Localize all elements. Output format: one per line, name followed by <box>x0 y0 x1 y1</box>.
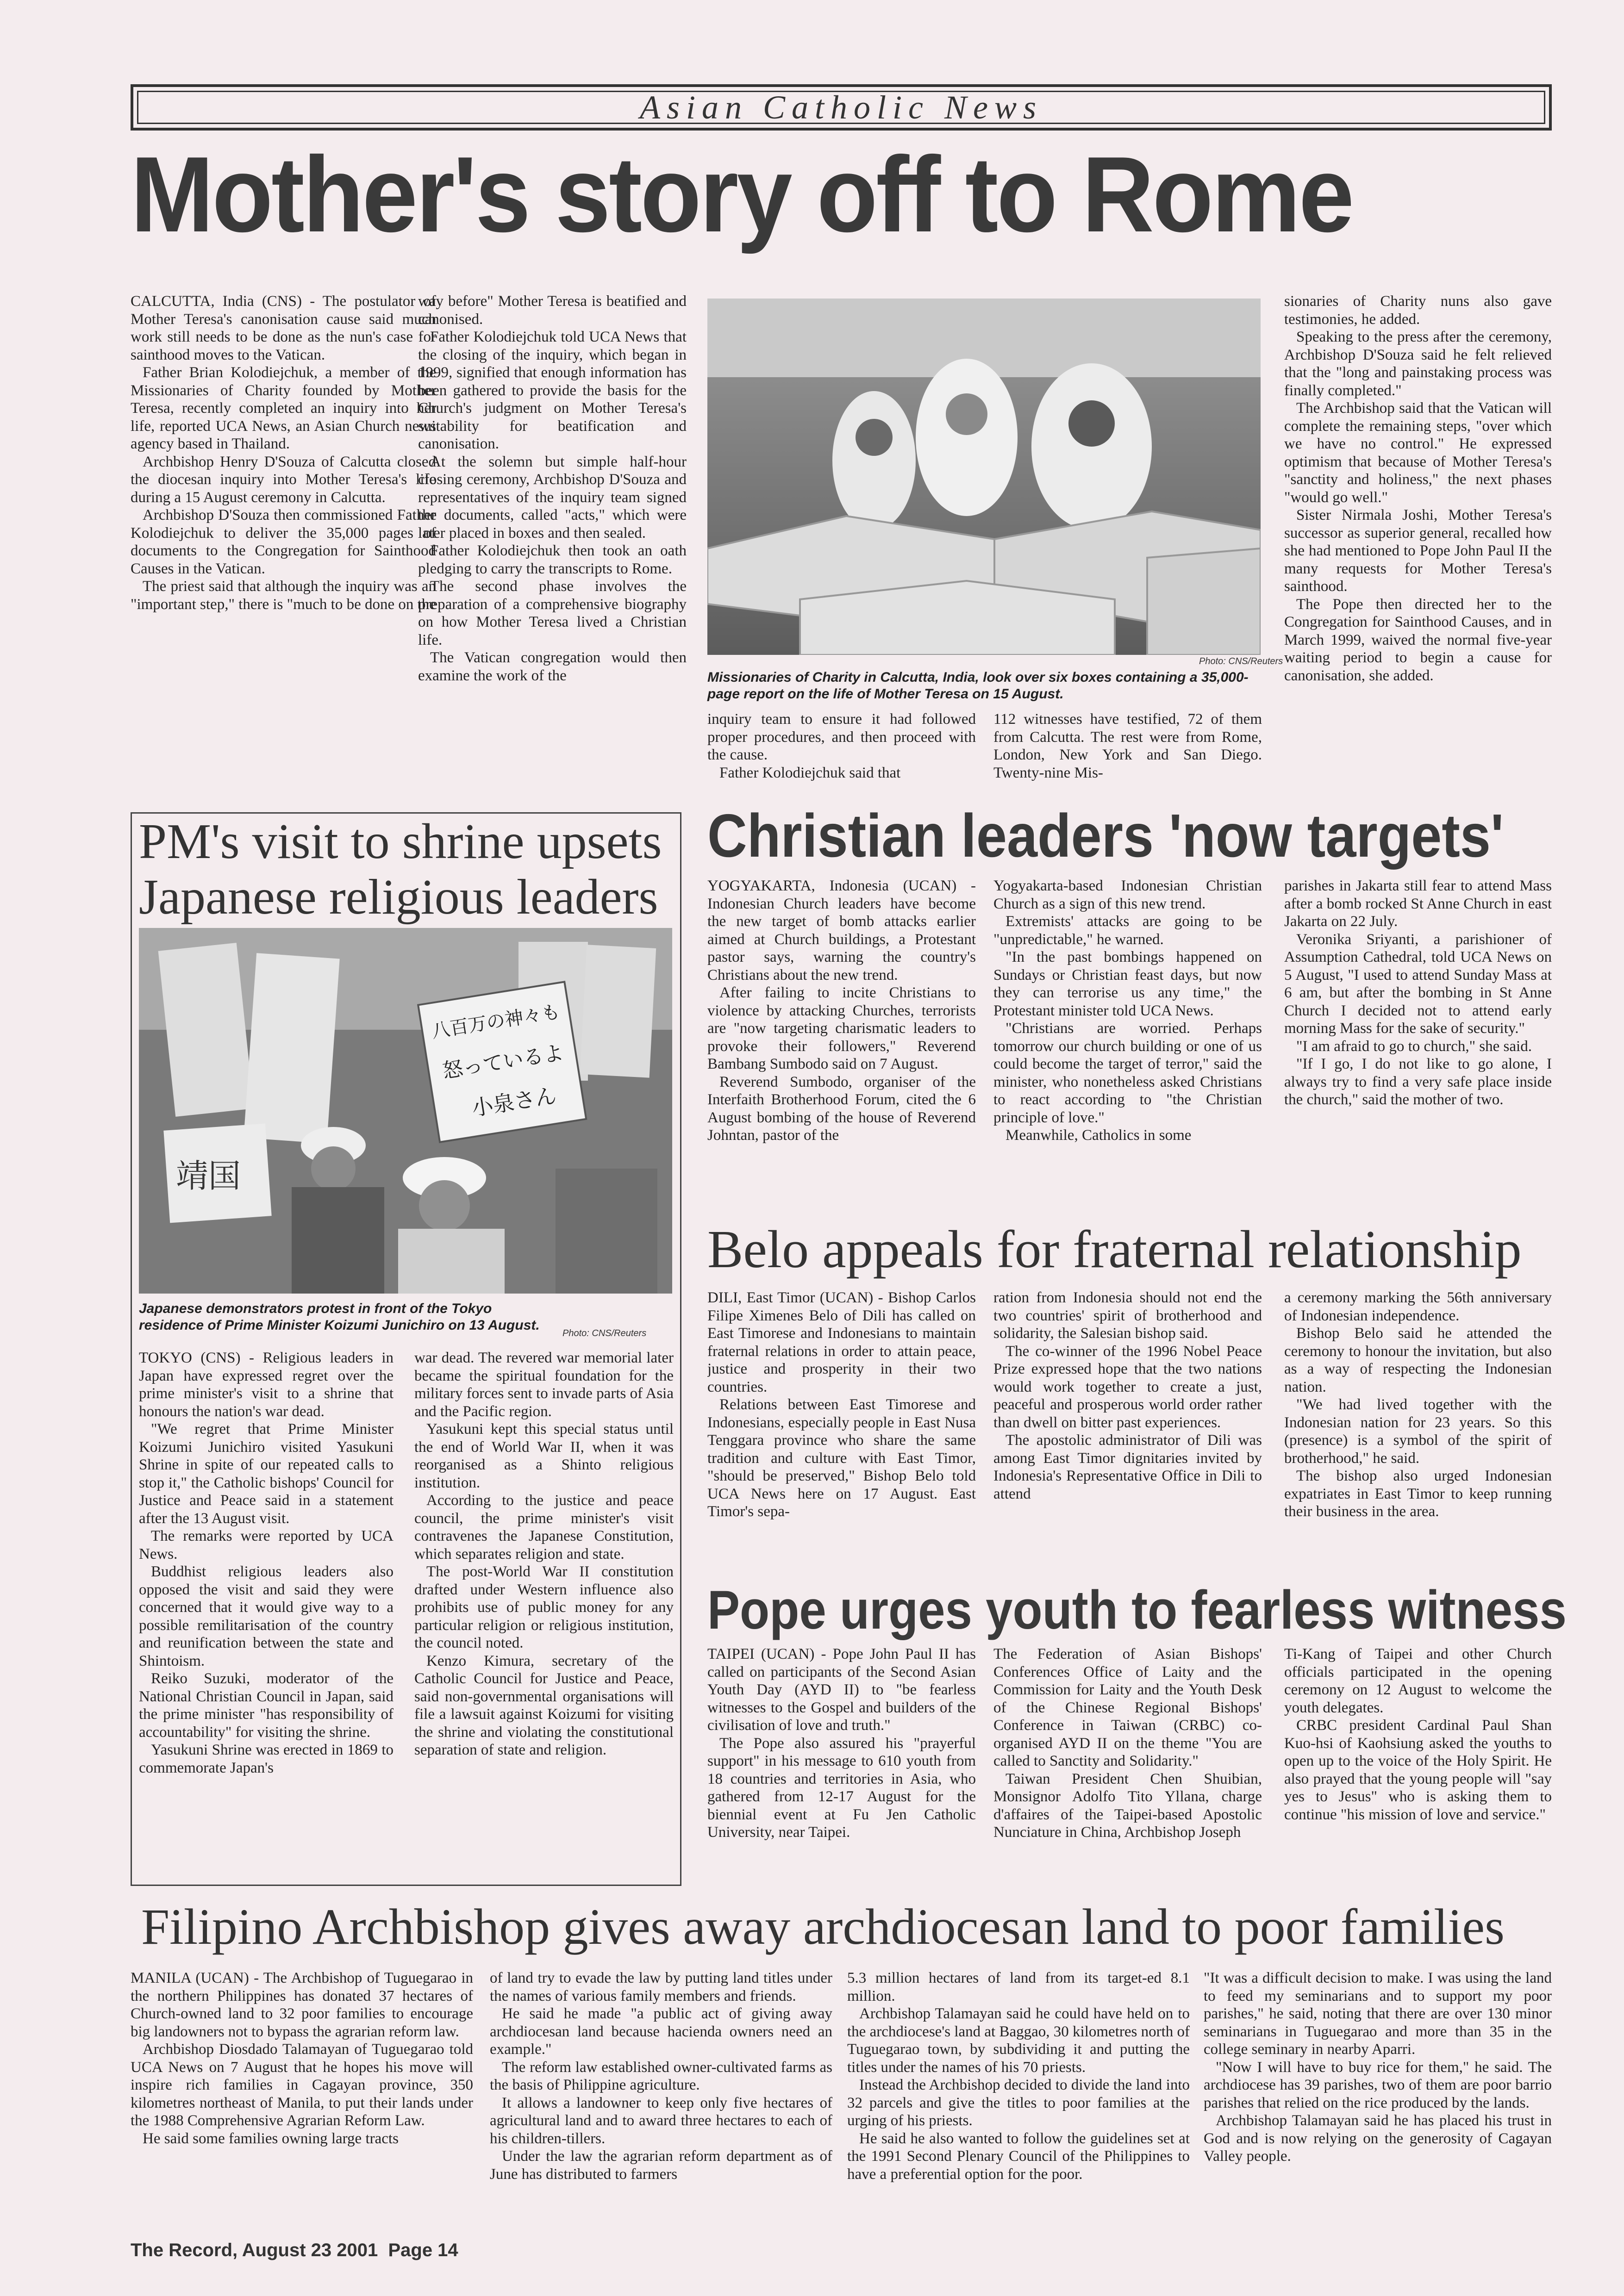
paragraph: war dead. The revered war memorial later became the spiritual foundation for the military forces sent to invade parts of Asia and the Pacific region. <box>414 1350 674 1420</box>
pm-photo-credit: Photo: CNS/Reuters <box>562 1328 647 1338</box>
paragraph: Bishop Belo said he attended the ceremony to honour the invitation, but also as a way of respecting the Indonesian nation. <box>1284 1325 1552 1395</box>
paragraph: Yogyakarta-based Indonesian Christian Church as a sign of this new trend. <box>993 877 1262 912</box>
paragraph: After failing to incite Christians to violence by attacking Churches, terrorists are "now targeting charismatic leaders to provoke their followers," Reverend Bambang Sumbodo said on 7 August. <box>707 984 976 1072</box>
missionaries-photo-image <box>707 299 1261 655</box>
protest-sign-text-2: 怒っているよ <box>441 1040 566 1083</box>
paragraph: The Pope also assured his "prayerful support" in his message to 610 youth from 18 countries and territories in Asia, who gathered from 12-17 August for the biennial event at Fu Jen Catholic University, near Taipei. <box>707 1735 976 1841</box>
paragraph: "It was a difficult decision to make. I was using the land to feed my seminarians and to support my poor parishes," he said, noting that there are over 130 minor seminarians in Tuguegarao and more than 35 in the college seminary in nearby Aparri. <box>1204 1970 1552 2058</box>
pm-headline-line-2: Japanese religious leaders <box>139 870 658 925</box>
paragraph: Reverend Sumbodo, organiser of the Interfaith Brotherhood Forum, cited the 6 August bombing of the house of Reverend Johntan, pastor of the <box>707 1073 976 1144</box>
mother-photo-caption: Missionaries of Charity in Calcutta, India, look over six boxes containing a 35,000-page report on the life of Mother Teresa on 15 August. <box>707 670 1249 702</box>
paragraph: Extremists' attacks are going to be "unpredictable," he warned. <box>993 913 1262 948</box>
paragraph: "Now I will have to buy rice for them," he said. The archdiocese has 39 parishes, two of them are poor barrio parishes that relied on the rice produced by the lands. <box>1204 2059 1552 2111</box>
pm-photo <box>139 928 672 1294</box>
paragraph: TOKYO (CNS) - Religious leaders in Japan have expressed regret over the prime minister's visit to a shrine that honours the nation's war dead. <box>139 1350 394 1420</box>
mother-photo <box>707 299 1261 655</box>
belo-col-1 <box>707 1289 976 1580</box>
paragraph: The Pope then directed her to the Congregation for Sainthood Causes, and in March 1999, waived the normal five-year waiting period to begin a cause for canonisation, she added. <box>1284 596 1552 684</box>
paragraph: Sister Nirmala Joshi, Mother Teresa's successor as superior general, recalled how she had mentioned to Pope John Paul II the many requests for Mother Teresa's sainthood. <box>1284 507 1552 595</box>
belo-headline: Belo appeals for fraternal relationship <box>707 1220 1522 1279</box>
paragraph: Relations between East Timorese and Indonesians, especially people in East Nusa Tenggara province who share the same tradition and culture with East Timor, "should be preserved," Bishop Belo told UCA News here on 17 August. East Timor's sepa- <box>707 1396 976 1520</box>
mother-col-5 <box>1284 292 1552 792</box>
pm-headline-line-1: PM's visit to shrine upsets <box>139 814 662 869</box>
paragraph: Archbishop Talamayan said he has placed his trust in God and is now relying on the generosity of Cagayan Valley people. <box>1204 2112 1552 2165</box>
paragraph: "We had lived together with the Indonesian nation for 23 years. So this (presence) is a symbol of the spirit of brotherhood," he said. <box>1284 1396 1552 1467</box>
paragraph: Taiwan President Chen Shuibian, Monsignor Adolfo Tito Yllana, charge d'affaires of the Taipei-based Apostolic Nunciature in China, Archbishop Joseph <box>993 1770 1262 1841</box>
paragraph: 5.3 million hectares of land from its target-ed 8.1 million. <box>847 1970 1190 2004</box>
paragraph: parishes in Jakarta still fear to attend Mass after a bomb rocked St Anne Church in east Jakarta on 22 July. <box>1284 877 1552 930</box>
paragraph: Yasukuni Shrine was erected in 1869 to commemorate Japan's <box>139 1742 394 1776</box>
paragraph: MANILA (UCAN) - The Archbishop of Tuguegarao in the northern Philippines has donated 37 hectares of Church-owned land to 32 poor families to encourage big landowners not to bypass the agrarian reform law. <box>131 1970 473 2040</box>
mother-col-1 <box>131 292 436 788</box>
paragraph: He said he also wanted to follow the guidelines set at the 1991 Second Plenary Council of the Philippines to have a preferential option for the poor. <box>847 2130 1190 2183</box>
filipino-col-3 <box>847 1969 1190 2228</box>
paragraph: "I am afraid to go to church," she said. <box>1296 1038 1532 1055</box>
pope-col-1 <box>707 1645 976 1895</box>
paragraph: Archbishop Henry D'Souza of Calcutta closed the diocesan inquiry into Mother Teresa's life during a 15 August ceremony in Calcutta. <box>131 453 436 506</box>
christian-headline: Christian leaders 'now targets' <box>707 802 1504 870</box>
paragraph: "We regret that Prime Minister Koizumi Junichiro visited Yasukuni Shrine in spite of our repeated calls to stop it," the Catholic bishops' Council for Justice and Peace said in a statement after the 13 August visit. <box>139 1421 394 1527</box>
paragraph: He said he made "a public act of giving away archdiocesan land because hacienda owners need an example." <box>490 2005 832 2058</box>
paragraph: Archbishop D'Souza then commissioned Father Kolodiejchuk to deliver the 35,000 pages of documents to the Congregation for Sainthood Causes in the Vatican. <box>131 507 436 577</box>
paragraph: inquiry team to ensure it had followed proper procedures, and then proceed with the cause. <box>707 711 976 763</box>
paragraph: YOGYAKARTA, Indonesia (UCAN) - Indonesian Church leaders have become the new target of bomb attacks earlier aimed at Church buildings, a Protestant pastor says, warning the country's Christians about the new trend. <box>707 877 976 983</box>
paragraph: Father Kolodiejchuk then took an oath pledging to carry the transcripts to Rome. <box>418 542 687 577</box>
belo-col-2 <box>993 1289 1262 1580</box>
paragraph: "In the past bombings happened on Sundays or Christian feast days, but now they can terrorise us any time," the Protestant minister told UCA News. <box>993 949 1262 1019</box>
paragraph: The Vatican congregation would then examine the work of the <box>418 649 687 684</box>
paragraph: "If I go, I do not like to go alone, I always try to find a very safe place inside the church," said the mother of two. <box>1284 1056 1552 1108</box>
mother-col-2 <box>418 292 687 788</box>
masthead <box>131 84 1552 131</box>
paragraph: TAIPEI (UCAN) - Pope John Paul II has called on participants of the Second Asian Youth Day (AYD II) to "be fearless witnesses to the Gospel and builders of the civilisation of love and truth." <box>707 1646 976 1734</box>
paragraph: way before" Mother Teresa is beatified and canonised. <box>418 293 687 328</box>
paragraph: The second phase involves the preparation of a comprehensive biography on how Mother Teresa lived a Christian life. <box>418 578 687 648</box>
protest-sign-text-4: 靖国 <box>176 1157 241 1195</box>
paragraph: Yasukuni kept this special status until the end of World War II, when it was reorganised as a Shinto religious institution. <box>414 1421 674 1491</box>
paragraph: Father Kolodiejchuk told UCA News that the closing of the inquiry, which began in 1999, signified that enough information has been gathered to provide the basis for the Church's judgment on Mother Teresa's suitability for beatification and canonisation. <box>418 329 687 452</box>
paragraph: He said some families owning large tracts <box>143 2130 399 2147</box>
paragraph: Under the law the agrarian reform department as of June has distributed to farmers <box>490 2148 832 2183</box>
filipino-col-1 <box>131 1969 473 2228</box>
pope-col-2 <box>993 1645 1262 1895</box>
paragraph: a ceremony marking the 56th anniversary of Indonesian independence. <box>1284 1289 1552 1324</box>
page-footer: The Record, August 23 2001 Page 14 <box>131 2240 458 2260</box>
paragraph: The bishop also urged Indonesian expatriates in East Timor to keep running their business in the area. <box>1284 1468 1552 1520</box>
paragraph: The co-winner of the 1996 Nobel Peace Prize expressed hope that the two nations would work together to create a just, peaceful and prosperous world order rather than dwell on bitter past experiences. <box>993 1343 1262 1431</box>
paragraph: Reiko Suzuki, moderator of the National Christian Council in Japan, said the prime minister "has responsibility of accountability" for visiting the shrine. <box>139 1670 394 1741</box>
mother-col-4 <box>993 710 1262 787</box>
pope-col-3 <box>1284 1645 1552 1895</box>
protest-sign-text-1: 八百万の神々も <box>430 1001 562 1043</box>
paragraph: Buddhist religious leaders also opposed the visit and said they were concerned that it would give way to a possible remilitarisation of the country and reunification between the state and Shintoism. <box>139 1563 394 1669</box>
paragraph: The apostolic administrator of Dili was among East Timor dignitaries invited by Indonesia's Representative Office in Dili to attend <box>993 1432 1262 1502</box>
belo-col-3 <box>1284 1289 1552 1580</box>
filipino-headline: Filipino Archbishop gives away archdiocesan land to poor families <box>141 1898 1505 1955</box>
paragraph: It allows a landowner to keep only five hectares of agricultural land and to award three hectares to each of his children-tillers. <box>490 2094 832 2147</box>
paragraph: Father Kolodiejchuk said that <box>719 764 901 781</box>
paragraph: The remarks were reported by UCA News. <box>139 1528 394 1562</box>
paragraph: Veronika Sriyanti, a parishioner of Assumption Cathedral, told UCA News on 5 August, "I used to attend Sunday Mass at 6 am, but after the bombing in St Anne Church I decided not to attend early morning Mass for the sake of security." <box>1284 931 1552 1037</box>
pope-headline: Pope urges youth to fearless witness <box>707 1580 1567 1641</box>
paragraph: CALCUTTA, India (CNS) - The postulator of Mother Teresa's canonisation cause said much work still needs to be done as the nun's case for sainthood moves to the Vatican. <box>131 293 436 363</box>
paragraph: DILI, East Timor (UCAN) - Bishop Carlos Filipe Ximenes Belo of Dili has called on East Timorese and Indonesians to maintain fraternal relations in order to attain peace, justice and prosperity in their two countries. <box>707 1289 976 1395</box>
paragraph: Father Brian Kolodiejchuk, a member of the Missionaries of Charity founded by Mother Teresa, recently completed an inquiry into her life, reported UCA News, an Asian Church news agency based in Thailand. <box>131 364 436 452</box>
paragraph: Speaking to the press after the ceremony, Archbishop D'Souza said he felt relieved that the "long and painstaking process was finally completed." <box>1284 329 1552 399</box>
paragraph: sionaries of Charity nuns also gave testimonies, he added. <box>1284 293 1552 328</box>
paragraph: Instead the Archbishop decided to divide the land into 32 parcels and give the titles to poor families at the urging of his priests. <box>847 2077 1190 2129</box>
paragraph: At the solemn but simple half-hour closing ceremony, Archbishop D'Souza and representatives of the inquiry team signed the documents, called "acts," which were later placed in boxes and then sealed. <box>418 453 687 541</box>
mother-photo-credit: Photo: CNS/Reuters <box>1199 656 1283 666</box>
paragraph: Archbishop Diosdado Talamayan of Tuguegarao told UCA News on 7 August that he hopes his move will inspire rich families in Cagayan province, 350 kilometres northeast of Manila, to put their lands under the 1988 Comprehensive Agrarian Reform Law. <box>131 2041 473 2129</box>
christian-col-2 <box>993 877 1262 1220</box>
paragraph: According to the justice and peace council, the prime minister's visit contravenes the Japanese Constitution, which separates religion and state. <box>414 1492 674 1562</box>
paragraph: The Archbishop said that the Vatican will complete the remaining steps, "over which we have no control." He expressed optimism that because of Mother Teresa's "sanctity and holiness," the next phases "would go well." <box>1284 400 1552 506</box>
christian-col-1 <box>707 877 976 1220</box>
filipino-col-4 <box>1204 1969 1552 2228</box>
paragraph: The reform law established owner-cultivated farms as the basis of Philippine agriculture. <box>490 2059 832 2093</box>
paragraph: Archbishop Talamayan said he could have held on to the archdiocese's land at Baggao, 30 kilometres north of Tuguegarao town, by subdividing it and putting the titles under the names of his 70 priests. <box>847 2005 1190 2076</box>
paragraph: ration from Indonesia should not end the two countries' spirit of brotherhood and solidarity, the Salesian bishop said. <box>993 1289 1262 1342</box>
pm-col-2 <box>414 1349 674 1881</box>
pm-col-1 <box>139 1349 394 1881</box>
pm-photo-caption: Japanese demonstrators protest in front of the Tokyo residence of Prime Minister Koizumi Junichiro on 13 August. <box>139 1301 540 1333</box>
paragraph: of land try to evade the law by putting land titles under the names of various family members and friends. <box>490 1970 832 2004</box>
paragraph: The post-World War II constitution drafted under Western influence also prohibits use of public money for any particular religion or religious institution, the council noted. <box>414 1563 674 1651</box>
filipino-col-2 <box>490 1969 832 2228</box>
protest-sign-text-3: 小泉さん <box>470 1083 558 1121</box>
paragraph: The Federation of Asian Bishops' Conferences Office of Laity and the Commission for Laity and the Youth Desk of the Chinese Regional Bishops' Conference in Taiwan (CRBC) co-organised AYD II on the theme "You are called to Sanctity and Solidarity." <box>993 1646 1262 1769</box>
paragraph: Ti-Kang of Taipei and other Church officials participated in the opening ceremony on 12 August to welcome the youth delegates. <box>1284 1646 1552 1716</box>
paragraph: "Christians are worried. Perhaps tomorrow our church building or one of us could become the target of terror," said the minister, who nonetheless asked Christians to react according to "the Christian principle of love." <box>993 1020 1262 1126</box>
publication-name: Asian Catholic News <box>639 88 1043 126</box>
paragraph: 112 witnesses have testified, 72 of them from Calcutta. The rest were from Rome, London, New York and San Diego. Twenty-nine Mis- <box>993 711 1262 781</box>
paragraph: Meanwhile, Catholics in some <box>1006 1127 1192 1144</box>
mother-headline: Mother's story off to Rome <box>131 135 1353 255</box>
christian-col-3 <box>1284 877 1552 1220</box>
paragraph: CRBC president Cardinal Paul Shan Kuo-hsi of Kaohsiung asked the youths to open up to the voice of the Holy Spirit. He also prayed that the young people will "say yes to Jesus" who is asking them to continue "his mission of love and service." <box>1284 1717 1552 1823</box>
paragraph: Kenzo Kimura, secretary of the Catholic Council for Justice and Peace, said non-governmental organisations will file a lawsuit against Koizumi for visiting the shrine and violating the constitutional separation of state and religion. <box>414 1652 674 1758</box>
protest-photo-image <box>139 928 672 1294</box>
paragraph: The priest said that although the inquiry was an "important step," there is "much to be done on the <box>131 578 436 613</box>
mother-col-3 <box>707 710 976 787</box>
